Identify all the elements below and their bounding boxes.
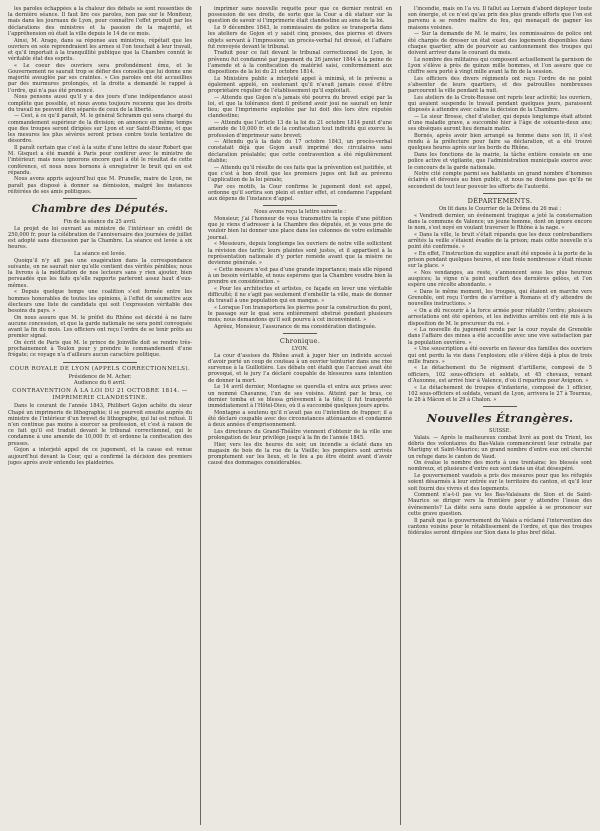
article-paragraph: On nous assure que M. le préfet du Rhône est décidé à ne faire aucune concession, et que la garde nationale ne sera point convoquée avant la fin du mois. Les officiers ont reçu l’ordre de se tenir prêts au premier signal.: [8, 314, 192, 340]
centered-caption: LYON.: [291, 346, 309, 353]
article-paragraph: « Le détachement du 5e régiment d’artillerie, composé de 5 officiers, 102 sous-officiers et soldats, et 45 chevaux, venant d’Auxonne, est arrivé hier à Valence, d’où il repartira pour Avignon. »: [408, 365, 592, 384]
separator-rule: [483, 193, 516, 194]
article-paragraph: On évalue le nombre des morts à une trentaine; les blessés sont nombreux, et plusieurs d’entre eux sont dans un état désespéré.: [408, 460, 592, 473]
article-paragraph: « Nos vendanges, au reste, s’annoncent sous les plus heureux auspices; la vigne n’a point souffert des dernières gelées, et l’on espère une récolte abondante. »: [408, 269, 592, 289]
section-heading: Chambre des Députés.: [31, 203, 169, 216]
article-paragraph: Les directeurs du Grand-Théâtre viennent d’obtenir de la ville une prolongation de leur privilège jusqu’à la fin de l’année 1845.: [208, 428, 392, 441]
article-paragraph: Il paraît que le gouvernement du Valais a réclamé l’intervention des cantons voisins pour le rétablissement de l’ordre, et que des troupes fédérales seront dirigées sur Sion dans le plus bref délai.: [408, 517, 592, 536]
column-3: [400, 6, 592, 825]
article-paragraph: l’incendie, mais on l’a vu. Il fallut au Lorrain d’abord déployer toute son énergie, et ce n’est qu’au prix des plus grands efforts que l’on est parvenu à se rendre maître du feu, qui menaçait de gagner les maisons voisines.: [408, 6, 592, 31]
article-paragraph: « Le détachement de troupes d’infanterie, composé de 1 officier, 102 sous-officiers et soldats, venant de Lyon, arrivera le 27 à Tournus, le 28 à Mâcon et le 29 à Chalon. »: [408, 384, 592, 403]
article-paragraph: « Messieurs, depuis longtemps les ouvriers de notre ville sollicitent la révision des tarifs; leurs plaintes sont justes, et il appartient à la représentation nationale d’y porter remède avant que la misère ne devienne générale. »: [208, 241, 392, 266]
article-paragraph: « Le coeur des ouvriers sera profondément ému, et le Gouvernement ne saurait trop se défier des conseils que lui donne une majorité aveuglée par ses craintes. » Ces paroles ont été accueillies par des murmures prolongés, et la droite a demandé le rappel à l’ordre, qui n’a pas été prononcé.: [8, 62, 192, 94]
article-paragraph: Les officiers des divers régiments ont reçu l’ordre de ne point s’absenter de leurs quartiers, et des patrouilles nombreuses parcourent la ville pendant la nuit.: [408, 75, 592, 95]
article-paragraph: Ainsi, M. Arago, dans sa réponse aux ministres, répétait que les ouvriers en soie reprendraient les armes si l’on touchait à leur travail, et qu’il importait à la tranquillité publique que la Chambre connût le véritable état des esprits.: [8, 37, 192, 63]
article-paragraph: — Cest, à ce qu’il paraît, M. le général Schramm qui sera chargé du commandement supérieur de la division; on annonce en même temps que des troupes seront dirigées sur Lyon et sur Saint-Étienne, et que les mesures les plus sévères seront prises contre toute tentative de désordre.: [8, 113, 192, 145]
separator-rule: [483, 406, 516, 407]
article-paragraph: « En effet, l’instruction du supplice avait été exposée à la porte de la prison pendant quelques heures, et une foule nombreuse s’était réunie sur la place. »: [408, 250, 592, 270]
section-heading: Nouvelles Étrangères.: [426, 411, 574, 426]
centered-caption: La séance est levée.: [74, 251, 126, 258]
centered-caption: Audience du 6 avril.: [74, 380, 126, 387]
article-paragraph: Le 14 avril dernier, Montagne se querella et entra aux prises avec un nommé Chavanne, l’un de ses voisins. Atteint par le bras, ce dernier tomba et se blessa grièvement à la tête; il fut transporté immédiatement à l’Hôtel-Dieu, où il a succombé quelques jours après.: [208, 384, 392, 409]
article-paragraph: « Pour les architectes et artistes, ce façade en lever une véritable difficulté; il ne s’agit pas seulement d’embellir la ville, mais de donner du travail à une population qui en manque. »: [208, 285, 392, 305]
section-heading: DÉPARTEMENTS.: [467, 196, 533, 205]
article-paragraph: Valais. — Après le malheureux combat livré au pont du Trient, les débris des volontaires du Bas-Valais commencèrent leur retraite par Martigny et Saint-Maurice; un grand nombre d’entre eux ont cherché un refuge dans le canton de Vaud.: [408, 434, 592, 460]
article-paragraph: Agréez, Monsieur, l’assurance de ma considération distinguée.: [214, 323, 377, 330]
article-paragraph: Nous avons appris aujourd’hui que M. Prunelle, maire de Lyon, ne paraît pas disposé à donner sa démission, malgré les instances réitérées de ses amis politiques.: [8, 176, 192, 195]
article-paragraph: Notre cité compte parmi ses habitants un grand nombre d’hommes éclairés et dévoués au bien public, et nous ne doutons pas qu’ils ne secondent de tout leur pouvoir les efforts de l’autorité.: [408, 171, 592, 190]
article-paragraph: Hier, vers les dix heures du soir, un incendie a éclaté dans un magasin de bois de la rue de la Vieille; les pompiers sont arrivés promptement sur les lieux, et le feu a pu être éteint avant d’avoir causé des dommages considérables.: [208, 441, 392, 467]
separator-rule: [63, 362, 137, 363]
article-paragraph: Le Ministère public a interjeté appel à minimâ, et le prévenu a également appelé, en soutenant qu’il n’avait jamais cessé d’être propriétaire régulier de l’établissement qu’il exploitait.: [208, 75, 392, 95]
article-paragraph: Quoiqu’il n’y ait pas une exagération dans la correspondance suivante, on ne saurait nier qu’elle contient des vérités pénibles; nous la livrons à la méditation de nos lecteurs sans y rien ajouter, bien persuadés que les faits qu’elle rapporte parleront assez haut d’eux-mêmes.: [8, 257, 192, 289]
article-paragraph: « Dans le même moment, les troupes, qui étaient en marche vers Grenoble, ont reçu l’ordre de s’arrêter à Romans et d’y attendre de nouvelles instructions. »: [408, 289, 592, 308]
column-1: [8, 6, 192, 825]
article-paragraph: « Une souscription a été ouverte en faveur des familles des ouvriers qui ont perdu la vie dans l’explosion; elle s’élève déjà à plus de trois mille francs. »: [408, 346, 592, 365]
article-paragraph: « On a dû recourir à la force armée pour rétablir l’ordre; plusieurs arrestations ont été opérées, et les individus arrêtés ont été mis à la disposition de M. le procureur du roi. »: [408, 308, 592, 327]
article-paragraph: — Attendu qu’à la date du 17 octobre 1843, un procès-verbal constatait déjà que Gojon avait imprimé des circulaires sans déclaration préalable; que cette contravention a été régulièrement établie;: [208, 139, 392, 164]
article-paragraph: « Lorsque l’on transportera les pierres pour la construction du pont, le passage sur le quai sera entièrement obstrué pendant plusieurs mois; nous demandons qu’il soit pourvu à cet inconvénient. »: [208, 304, 392, 324]
subsection-heading: CONTRAVENTION À LA LOI DU 21 OCTOBRE 1814. — IMPRIMERIE CLANDESTINE.: [12, 388, 188, 402]
article-paragraph: Bornés, après avoir bien arrangé sa femme dans son lit, il s’est rendu à la préfecture pour faire sa déclaration, et a été trouvé quelques heures après sur les bords du Rhône.: [408, 133, 592, 152]
article-paragraph: « Vendredi dernier, un événement tragique a jeté la consternation dans la commune de Valence; un jeune homme, dont on ignore encore le nom, s’est noyé en voulant traverser le Rhône à la nage. »: [408, 212, 592, 231]
article-paragraph: Montagne a soutenu qu’il n’avait pas eu l’intention de frapper; il a été déclaré coupable avec des circonstances atténuantes et condamné à deux années d’emprisonnement.: [208, 409, 392, 429]
article-paragraph: « Depuis quelque temps une coalition s’est formée entre les hommes honorables de toutes les opinions, à l’effet de soumettre aux électeurs une liste de candidats qui soit l’expression véritable des besoins du pays. »: [8, 289, 192, 314]
article-paragraph: Le nombre des militaires qui composent actuellement la garnison de Lyon s’élève à près de quinze mille hommes, et l’on assure que ce chiffre sera porté à vingt mille avant la fin de la session.: [408, 56, 592, 76]
article-paragraph: Dans le courant de l’année 1843, Philibert Gojon achète du sieur Chapé un imprimerie de lithographie; il se pourvoit ensuite auprès du ministre de l’intérieur d’un brevet de lithographe, qui lui est refusé. Il n’en continue pas moins à exercer sa profession, et c’est à raison de ce fait qu’il est traduit devant le tribunal correctionnel, qui le condamne à une amende de 10,000 fr. et ordonne la confiscation des presses.: [8, 403, 192, 447]
article-paragraph: Monsieur, j’ai l’honneur de vous transmettre la copie d’une pétition que je viens d’adresser à la Chambre des députés, et je vous prie de vouloir bien lui donner une place dans les colonnes de votre estimable journal.: [208, 216, 392, 241]
columns: [8, 6, 592, 825]
article-paragraph: Nous pensons aussi qu’il y a des jours d’une indépendance aussi complète que possible, et nous avons toujours reconnu que les droits du travail ne peuvent être séparés de ceux de la liberté.: [8, 94, 192, 113]
centered-caption: Fin de la séance du 25 avril.: [63, 219, 137, 226]
article-paragraph: Les ateliers de la Croix-Rousse ont repris leur activité; les ouvriers, qui avaient suspendu le travail pendant quelques jours, paraissent disposés à attendre avec calme la décision de la Chambre.: [408, 94, 592, 114]
separator-rule: [263, 205, 337, 206]
article-paragraph: Le 9 décembre 1843, le commissaire de police se transporta dans les ateliers de Gojon et y saisit cinq presses, des pierres et divers objets servant à l’impression; un procès-verbal fut dressé, et l’affaire fut renvoyée devant le tribunal.: [208, 25, 392, 50]
article-paragraph: Le gouvernement vaudois a pris des mesures pour que les réfugiés soient désarmés à leur entrée sur le territoire du canton, et qu’il leur soit fourni des vivres et des logements.: [408, 473, 592, 492]
column-2: [200, 6, 392, 825]
centered-caption: On lit dans le Courrier de la Drôme du 26 mai :: [438, 205, 562, 212]
article-paragraph: « Cette mesure n’est pas d’une grande importance; mais elle répond à un besoin véritable, et nous espérons que la Chambre voudra bien la prendre en considération. »: [208, 266, 392, 286]
article-paragraph: — Attendu que l’article 13 de la loi du 21 octobre 1814 punit d’une amende de 10,000 fr. et de la confiscation tout individu qui exerce la profession d’imprimeur sans brevet;: [208, 120, 392, 139]
article-paragraph: La cour d’assises du Rhône avait à juger hier un individu accusé d’avoir porté un coup de couteau à un ouvrier teinturier dans une rixe survenue à la Guillotière. Les débats ont établi que l’accusé avait été provoqué, et le jury l’a déclaré coupable de blessures sans intention de donner la mort.: [208, 352, 392, 384]
article-paragraph: — Le sieur Brosse, chef d’atelier, qui depuis longtemps était atteint d’une maladie grave, a succombé hier à l’âge de soixante-deux ans; ses obsèques auront lieu demain matin.: [408, 113, 592, 133]
article-paragraph: Il paraît certain que c’est à la suite d’une lettre du sieur Robert que M. Gisquet a été mandé à Paris pour conférer avec le ministre de l’intérieur; mais nous ignorons encore quel a été le résultat de cette conférence, et nous nous bornons à enregistrer le bruit qui en est répandu.: [8, 144, 192, 176]
centered-caption: Nous avons reçu la lettre suivante :: [254, 209, 346, 216]
subsection-heading: COUR ROYALE DE LYON (APPELS CORRECTIONNELS).: [9, 365, 191, 372]
article-paragraph: — Sur la demande de M. le maire, les commissaires de police ont été chargés de dresser un état exact des logements disponibles dans chaque quartier, afin de pourvoir au cantonnement des troupes qui doivent arriver dans le courant du mois.: [408, 31, 592, 56]
article-paragraph: Le projet de loi ouvrant au ministre de l’intérieur un crédit de 250,000 fr. pour la célébration de l’anniversaire des journées de juillet est adopté sans discussion par la Chambre. La séance est levée à six heures.: [8, 225, 192, 251]
article-paragraph: « La nouvelle du jugement rendu par la cour royale de Grenoble dans l’affaire des mines a été accueillie avec une vive satisfaction par la population ouvrière. »: [408, 327, 592, 346]
centered-caption: Présidence de M. Acher.: [68, 373, 132, 380]
article-paragraph: Gojon a interjeté appel de ce jugement, et la cause est venue aujourd’hui devant la Cour, qui a confirmé la décision des premiers juges après avoir entendu les plaidoiries.: [8, 447, 192, 466]
article-paragraph: — Attendu que Gojon n’a jamais été pourvu du brevet exigé par la loi, et que la tolérance dont il prétend avoir joui ne saurait en tenir lieu; que l’imprimerie exploitée par lui doit dès lors être réputée clandestine;: [208, 94, 392, 120]
article-paragraph: les paroles échappées à la chaleur des débats se sont ressenties de la dernière séance. Il faut lire ces paroles, non pas sur le Moniteur, mais dans les journaux de Lyon, pour connaître l’effet produit par les déclarations des ministres et la passion de la majorité, et l’appréhension où était la ville depuis le 14 de ce mois.: [8, 6, 192, 37]
separator-rule: [63, 198, 137, 199]
centered-caption: SUISSE.: [488, 428, 512, 435]
article-paragraph: imprimer sans nouvelle requête pour que ce dernier rentrât en possession de ses droits, de sorte que la Cour a dû statuer sur la question de savoir si l’imprimerie était clandestine au sens de la loi.: [208, 6, 392, 25]
separator-rule: [283, 333, 316, 334]
article-paragraph: On écrit de Paris que M. le prince de Joinville doit se rendre très-prochainement à Toulon pour y prendre le commandement d’une frégate; ce voyage n’a d’ailleurs aucun caractère politique.: [8, 339, 192, 359]
article-paragraph: « Dans la ville, le bruit s’était répandu que les deux contrebandiers arrêtés la veille s’étaient évadés de la prison; mais cette nouvelle n’a point été confirmée. »: [408, 231, 592, 251]
article-paragraph: — Attendu qu’il résulte de ces faits que la prévention est justifiée, et que c’est à bon droit que les premiers juges ont fait au prévenu l’application de la loi pénale;: [208, 164, 392, 183]
article-paragraph: Comment n’a-t-il pas vu les Bas-Valaisans de Sion et de Saint-Maurice se diriger vers la frontière pour y attendre l’issue des événements? La diète sera sans doute appelée à se prononcer sur cette grave question.: [408, 492, 592, 517]
article-paragraph: Dans les fonctions de la mairie, la tâche entière consiste en une police active et vigilante, que l’administration municipale exerce avec le concours de la garde nationale.: [408, 152, 592, 171]
article-paragraph: Par ces motifs, la Cour confirme le jugement dont est appel, ordonne qu’il sortira son plein et entier effet, et condamne l’appelant aux dépens de l’instance d’appel.: [208, 183, 392, 203]
section-heading: Chronique.: [279, 337, 321, 346]
article-paragraph: Traduit pour ce fait devant le tribunal correctionnel de Lyon, le prévenu fut condamné par jugement du 26 janvier 1844 à la peine de l’amende et à la confiscation du matériel saisi, conformément aux dispositions de la loi du 21 octobre 1814.: [208, 50, 392, 76]
